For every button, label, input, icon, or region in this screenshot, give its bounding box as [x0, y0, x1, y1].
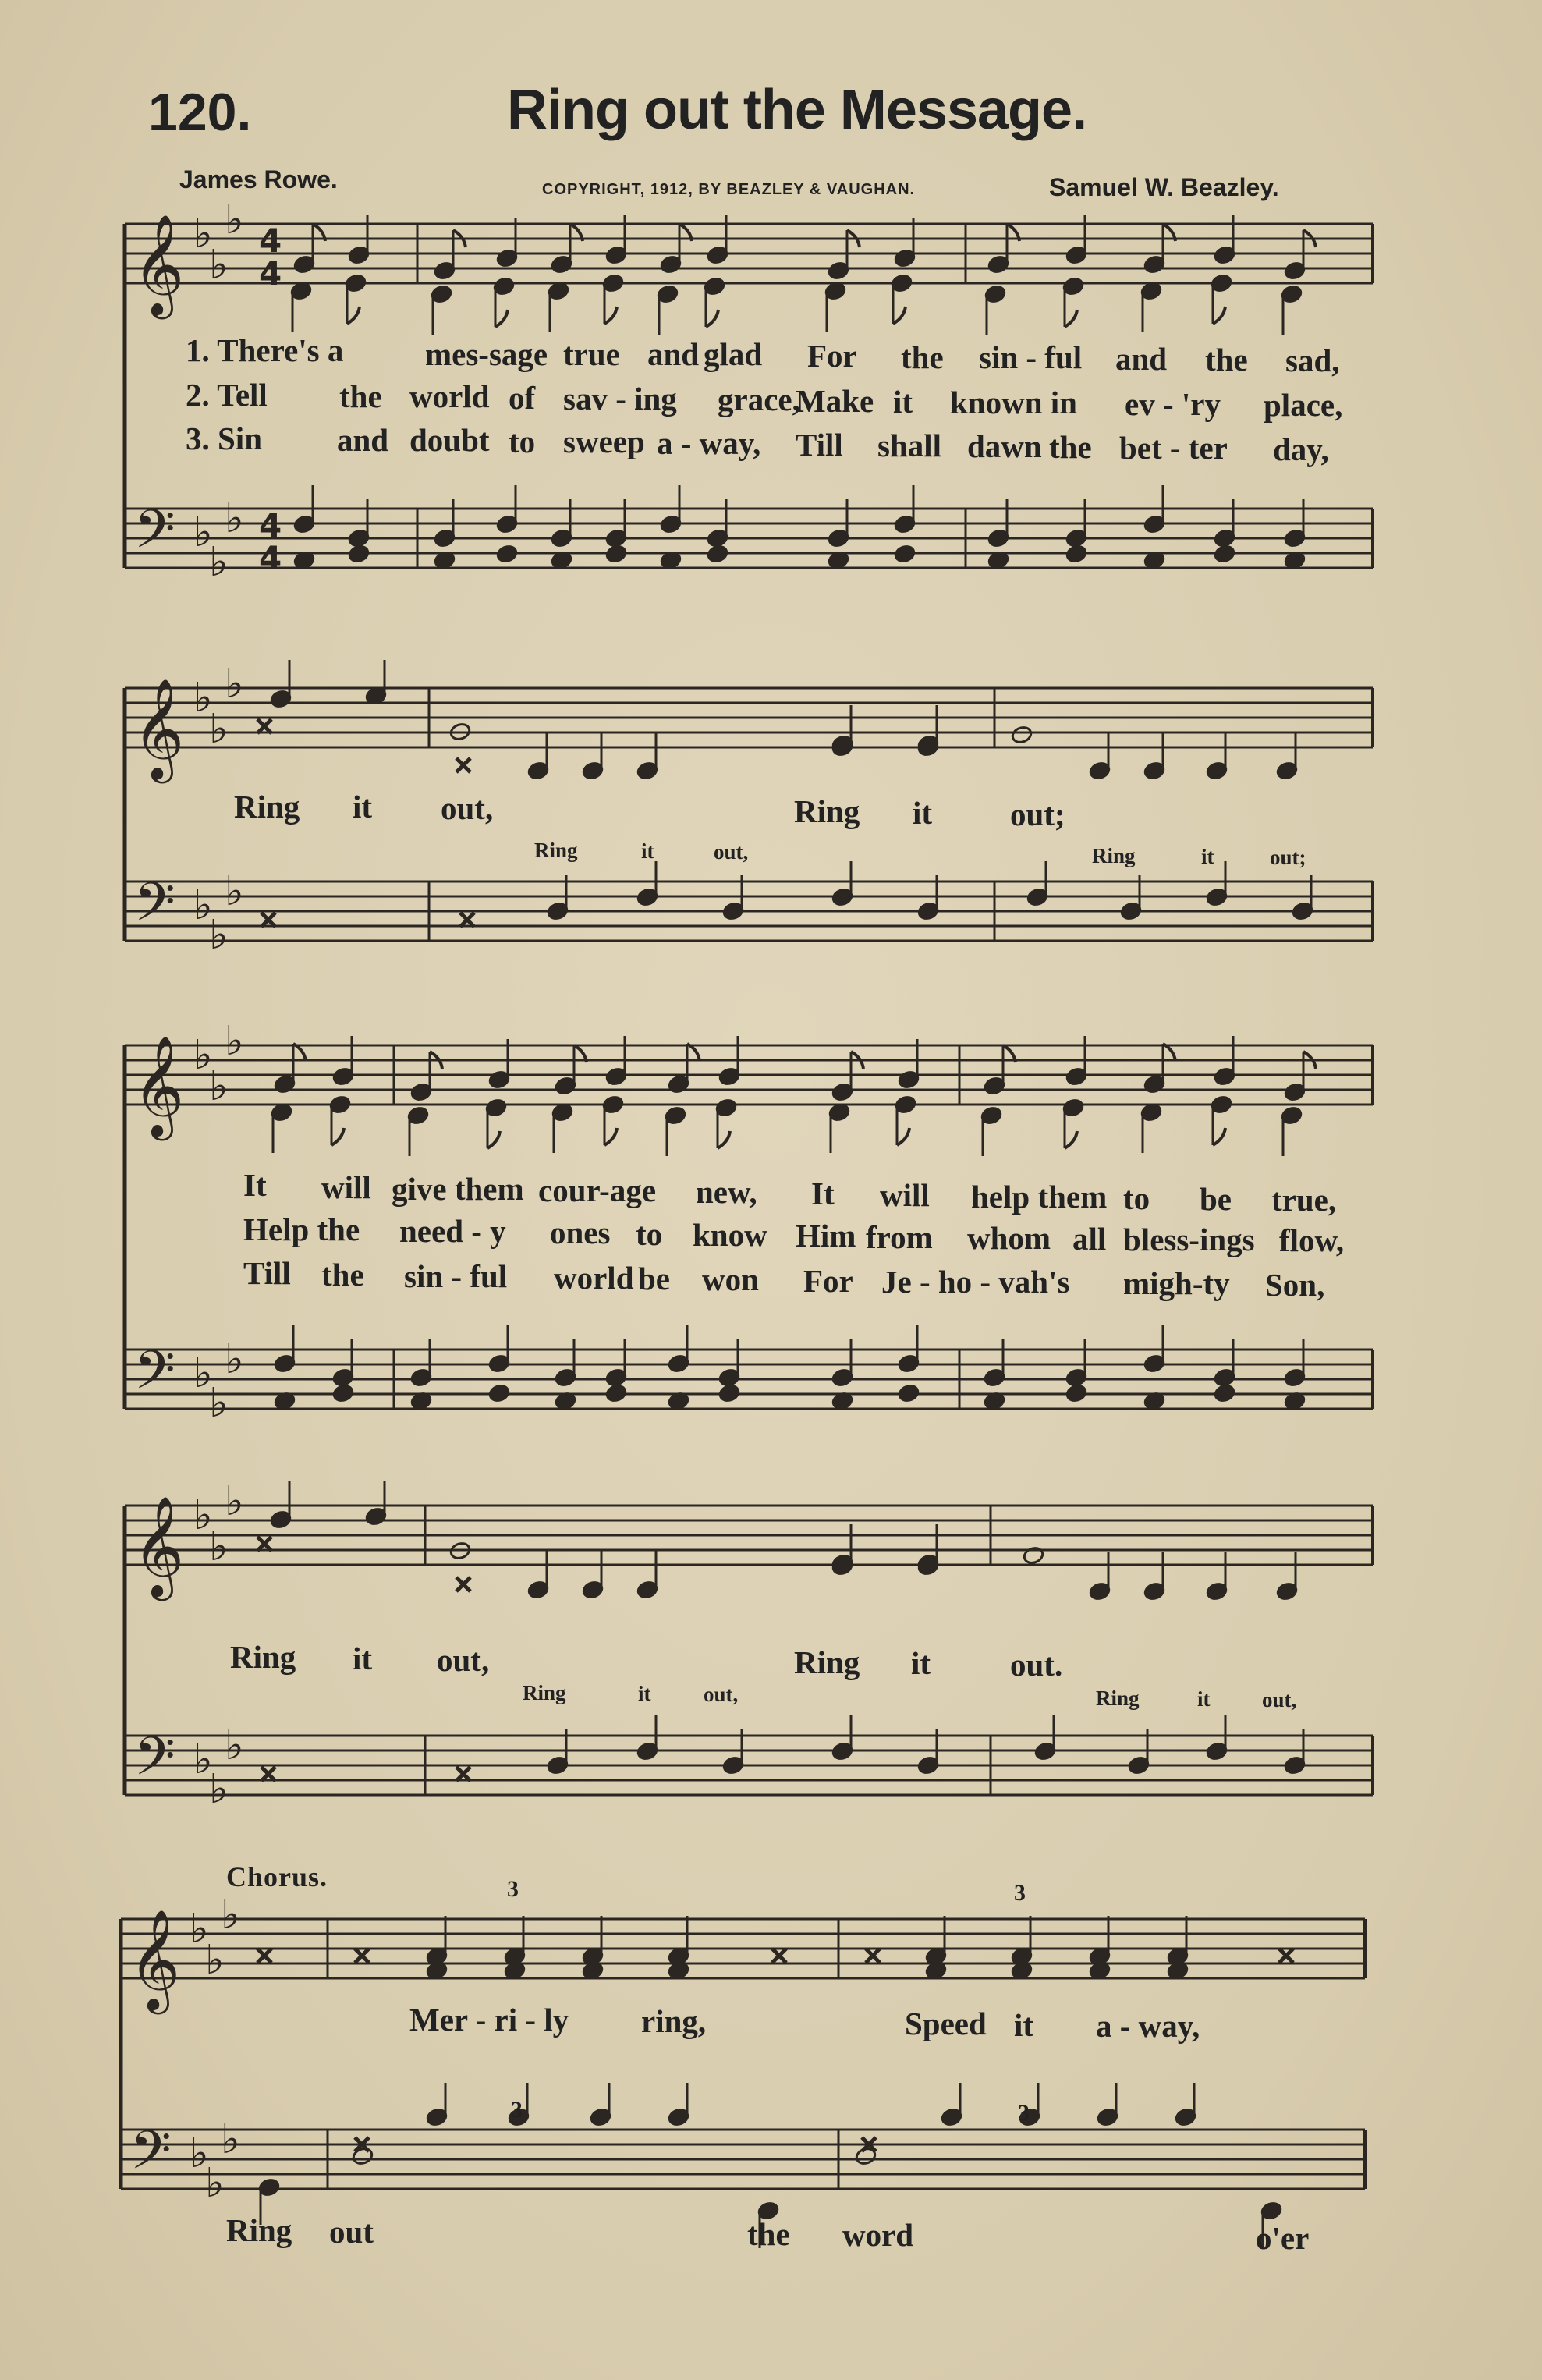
note-head: [1214, 544, 1236, 563]
treble-clef: 𝄞: [133, 214, 185, 315]
lyric: all: [1072, 1221, 1107, 1257]
note-head: [496, 544, 519, 563]
lyric: word: [842, 2217, 914, 2253]
lyric: and: [647, 336, 700, 372]
lyric: day,: [1273, 431, 1329, 467]
flat-sign: ♭: [209, 706, 229, 753]
lyric: Ring: [1092, 844, 1136, 867]
lyric: the: [321, 1257, 364, 1293]
flat-sign: ♭: [209, 1063, 229, 1110]
flat-sign: ♭: [209, 1766, 229, 1813]
note-head: [488, 1383, 511, 1403]
rest: [355, 1949, 369, 1963]
flat-sign: ♭: [225, 197, 244, 243]
lyric: 1. There's a: [186, 332, 344, 368]
lyric: to: [509, 424, 536, 459]
note-flag: [1213, 1128, 1225, 1145]
bass-clef: 𝄢: [134, 872, 175, 946]
lyric: it: [353, 789, 373, 825]
bass-clef: 𝄢: [134, 499, 175, 573]
lyric: out,: [437, 1642, 490, 1678]
flat-sign: ♭: [221, 1892, 240, 1938]
note-head: [707, 544, 729, 563]
rest: [456, 1767, 470, 1781]
lyric: dawn: [967, 428, 1042, 464]
flat-sign: ♭: [193, 1032, 213, 1079]
note-head: [1065, 544, 1088, 563]
lyric: the: [1049, 429, 1092, 465]
lyric: it: [913, 795, 933, 831]
lyric: migh-ty: [1123, 1265, 1230, 1301]
rest: [456, 758, 470, 772]
lyric: will: [880, 1177, 930, 1213]
flat-sign: ♭: [225, 1722, 244, 1769]
note-flag: [604, 307, 617, 324]
lyric: it: [1201, 845, 1214, 868]
rest: [261, 1767, 275, 1781]
rest: [772, 1949, 786, 1963]
lyric: bet - ter: [1119, 430, 1228, 466]
flat-sign: ♭: [193, 1736, 213, 1783]
note-head: [894, 544, 916, 563]
lyric: sweep: [563, 424, 645, 459]
flat-sign: ♭: [190, 1906, 209, 1953]
lyric: out,: [1262, 1688, 1297, 1711]
lyric: give them: [392, 1171, 524, 1207]
note-flag: [331, 1128, 344, 1145]
treble-clef: 𝄞: [133, 1035, 185, 1137]
lyric: Ring: [534, 839, 578, 862]
lyric: Speed: [905, 2006, 987, 2041]
composer: Samuel W. Beazley.: [1049, 173, 1279, 201]
flat-sign: ♭: [193, 1350, 213, 1397]
flat-sign: ♭: [221, 2116, 240, 2163]
lyric: Ring: [523, 1681, 566, 1704]
note-head: [718, 1383, 741, 1403]
lyric: Ring: [234, 789, 300, 825]
flat-sign: ♭: [209, 912, 229, 959]
lyric: Ring: [1096, 1687, 1140, 1710]
note-head: [1011, 725, 1033, 744]
lyric: a - way,: [657, 425, 761, 461]
flat-sign: ♭: [225, 1018, 244, 1065]
lyric: and: [337, 422, 389, 458]
time-signature: 4: [259, 539, 282, 577]
lyric: out;: [1270, 846, 1306, 869]
lyric: Till: [243, 1255, 291, 1291]
lyric: flow,: [1279, 1222, 1345, 1258]
lyric: out.: [1010, 1647, 1063, 1683]
lyric: sav - ing: [563, 381, 677, 417]
lyric: cour-age: [538, 1172, 657, 1208]
chorus-label: Chorus.: [226, 1861, 328, 1892]
flat-sign: ♭: [193, 882, 213, 929]
lyric: the: [747, 2216, 790, 2252]
note-head: [1065, 1383, 1088, 1403]
flat-sign: ♭: [209, 539, 229, 586]
lyric: be: [638, 1261, 670, 1296]
rest: [257, 1537, 271, 1551]
bass-clef: 𝄢: [134, 1726, 175, 1800]
lyric: help them: [971, 1179, 1108, 1215]
lyric: ev - 'ry: [1125, 386, 1221, 422]
triplet-mark: 3: [511, 2097, 523, 2123]
lyric: will: [321, 1169, 371, 1205]
flat-sign: ♭: [193, 211, 213, 257]
copyright-notice: COPYRIGHT, 1912, BY BEAZLEY & VAUGHAN.: [542, 181, 916, 198]
lyric: doubt: [409, 422, 490, 458]
lyric: known in: [950, 385, 1077, 420]
flat-sign: ♭: [225, 1336, 244, 1383]
rest: [456, 1577, 470, 1591]
note-flag: [706, 310, 718, 327]
lyricist: James Rowe.: [179, 165, 338, 193]
lyric: o'er: [1256, 2220, 1310, 2256]
note-flag: [718, 1131, 730, 1148]
lyric: to: [1123, 1180, 1150, 1216]
note-head: [605, 1383, 628, 1403]
lyric: Mer - ri - ly: [409, 2002, 569, 2038]
flat-sign: ♭: [209, 242, 229, 289]
lyric: out;: [1010, 796, 1065, 832]
lyric: sin - ful: [404, 1258, 508, 1294]
bass-clef: 𝄢: [130, 2120, 172, 2194]
triplet-mark: 3: [1018, 2100, 1030, 2126]
time-signature: 4: [259, 222, 282, 260]
lyric: For: [803, 1263, 853, 1299]
rest: [866, 1949, 880, 1963]
rest: [460, 913, 474, 927]
rest: [257, 1949, 271, 1963]
lyric: Him: [796, 1218, 856, 1254]
note-flag: [604, 1128, 617, 1145]
rest: [257, 719, 271, 733]
lyric: grace,: [718, 381, 800, 417]
treble-clef: 𝄞: [133, 678, 185, 779]
lyric: it: [893, 384, 913, 420]
lyric: mes-sage: [425, 336, 548, 372]
lyric: Help the: [243, 1211, 360, 1247]
lyric: Make: [796, 383, 874, 419]
note-flag: [1213, 307, 1225, 324]
flat-sign: ♭: [225, 495, 244, 542]
lyric: place,: [1264, 387, 1343, 423]
flat-sign: ♭: [209, 1380, 229, 1427]
lyric: 2. Tell: [186, 377, 268, 413]
lyric: it: [1197, 1687, 1211, 1711]
note-head: [348, 544, 370, 563]
note-flag: [893, 307, 906, 324]
note-flag: [487, 1131, 500, 1148]
hymn-title: Ring out the Message.: [507, 79, 1087, 141]
lyric: 3. Sin: [186, 420, 262, 456]
lyric: true: [563, 336, 620, 372]
note-flag: [897, 1128, 909, 1145]
lyric: new,: [696, 1174, 757, 1210]
flat-sign: ♭: [193, 509, 213, 556]
flat-sign: ♭: [193, 675, 213, 722]
lyric: it: [353, 1640, 373, 1676]
lyric: out,: [704, 1683, 739, 1706]
lyric: It: [811, 1176, 835, 1211]
note-head: [898, 1383, 920, 1403]
lyric: Son,: [1265, 1267, 1325, 1303]
flat-sign: ♭: [205, 2160, 225, 2207]
lyric: bless-ings: [1123, 1222, 1255, 1257]
lyric: whom: [967, 1220, 1051, 1256]
lyric: sad,: [1285, 342, 1340, 378]
lyric: the: [1205, 342, 1248, 378]
lyric: it: [638, 1682, 651, 1705]
lyric: Ring: [226, 2212, 292, 2248]
lyric: a - way,: [1096, 2008, 1200, 2044]
lyric: shall: [877, 427, 942, 463]
triplet-mark: 3: [1014, 1880, 1026, 1906]
flat-sign: ♭: [193, 1492, 213, 1539]
lyric: out,: [714, 840, 749, 864]
lyric: from: [866, 1219, 933, 1255]
lyric: It: [243, 1167, 267, 1203]
lyric: know: [693, 1217, 767, 1253]
lyric: be: [1200, 1181, 1232, 1217]
lyric: For: [807, 338, 857, 374]
lyric: glad: [704, 336, 763, 372]
lyric: Ring: [230, 1639, 296, 1675]
note-head: [1023, 1545, 1045, 1565]
lyric: of: [509, 380, 536, 416]
lyric: Till: [796, 427, 843, 463]
treble-clef: 𝄞: [133, 1495, 185, 1597]
flat-sign: ♭: [225, 1478, 244, 1525]
rest: [1279, 1949, 1293, 1963]
flat-sign: ♭: [225, 661, 244, 708]
lyric: Je - ho - vah's: [881, 1264, 1070, 1300]
lyric: the: [339, 378, 382, 414]
lyric: Ring: [794, 1644, 860, 1680]
rest: [261, 913, 275, 927]
lyric: ones: [550, 1215, 611, 1250]
note-flag: [1065, 1131, 1077, 1148]
lyric: it: [641, 839, 654, 863]
lyric: to: [636, 1216, 663, 1252]
lyric: won: [702, 1261, 759, 1297]
flat-sign: ♭: [190, 2130, 209, 2177]
lyric: it: [1014, 2007, 1034, 2043]
flat-sign: ♭: [205, 1937, 225, 1984]
note-flag: [495, 310, 508, 327]
lyric: and: [1115, 341, 1168, 377]
lyric: out,: [441, 790, 494, 826]
note-flag: [347, 307, 360, 324]
lyric: out: [329, 2214, 374, 2250]
flat-sign: ♭: [225, 868, 244, 915]
lyric: Ring: [794, 793, 860, 829]
triplet-mark: 3: [507, 1876, 519, 1902]
hymn-number: 120.: [148, 83, 252, 142]
note-flag: [1065, 310, 1077, 327]
time-signature: 4: [259, 254, 282, 293]
note-head: [605, 544, 628, 563]
lyric: sin - ful: [979, 339, 1083, 375]
lyric: the: [901, 339, 944, 375]
time-signature: 4: [259, 506, 282, 544]
lyric: world: [409, 378, 490, 414]
lyric: ring,: [641, 2003, 707, 2039]
flat-sign: ♭: [209, 1523, 229, 1570]
lyric: world: [554, 1260, 634, 1296]
lyric: need - y: [399, 1213, 506, 1249]
treble-clef: 𝄞: [129, 1909, 181, 2010]
lyric: true,: [1271, 1182, 1337, 1218]
note-head: [1214, 1383, 1236, 1403]
note-head: [332, 1383, 355, 1403]
lyric: it: [911, 1645, 931, 1681]
bass-clef: 𝄢: [134, 1340, 175, 1414]
